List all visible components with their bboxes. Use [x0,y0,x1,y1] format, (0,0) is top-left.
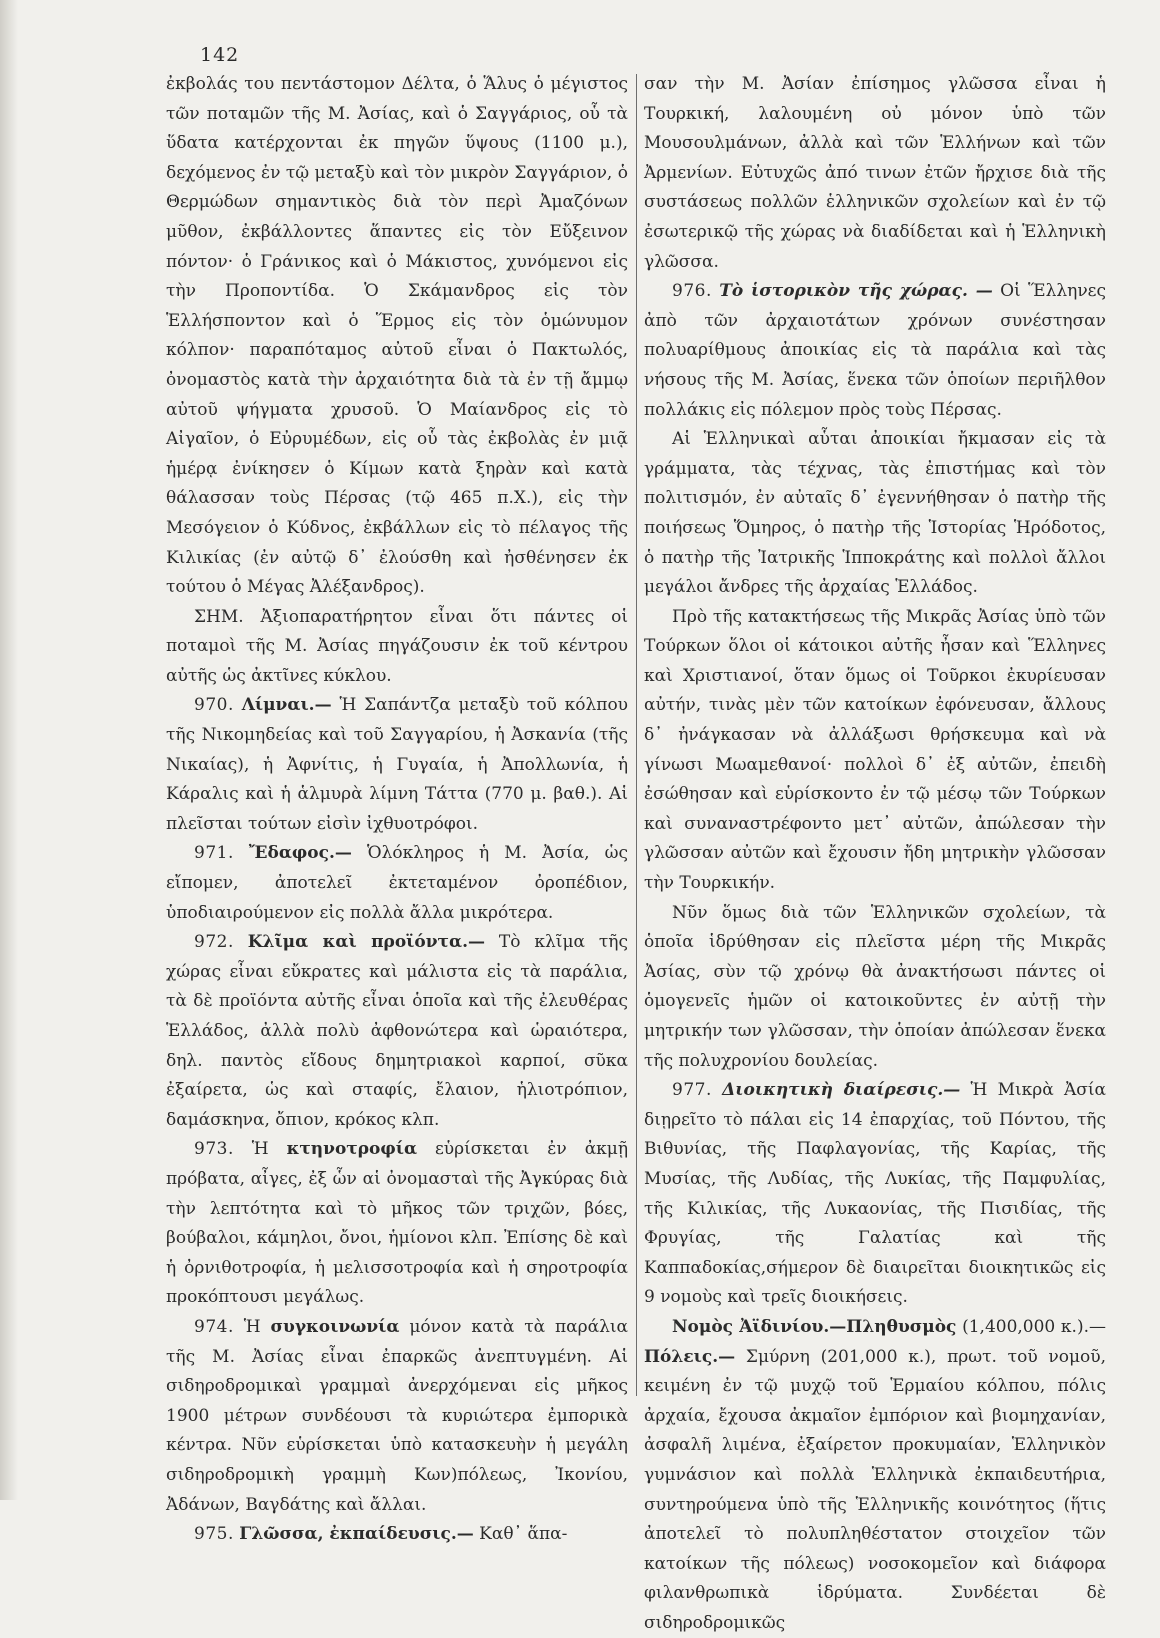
section-title: Λίμναι.— [241,695,332,716]
subsection-body: Σμύρνη (201,000 κ.), πρωτ. τοῦ νομοῦ, κειμένη ἐν τῷ μυχῷ τοῦ Ἑρμαίου κόλπου, πόλις ἀρχαία, ἔχουσα ἀκμαῖον ἐμπόριον καὶ βιομηχανίαν, ἀσφαλῆ λιμένα, ἐξαίρετον προκυμαίαν, Ἑλληνικὸν γυμνάσιον καὶ πολλὰ Ἑλληνικὰ ἐκπαιδευτήρια, συντηρούμενα ὑπὸ τῆς Ἑλληνικῆς κοινότητος (ἥτις ἀποτελεῖ τὸ πολυπληθέστατον στοιχεῖον τῶν κατοίκων τῆς πόλεως) νοσοκομεῖον καὶ διάφορα φιλανθρωπικὰ ἱδρύματα. Συνδέεται δὲ σιδηροδρομικῶς [644,1346,1107,1633]
section-number: 970. [194,695,234,716]
section-title: Τὸ ἱστορικὸν τῆς χώρας. — [719,281,993,302]
paragraph-colonies: Αἱ Ἑλληνικαὶ αὗται ἀποικίαι ἤκμασαν εἰς τὰ γράμματα, τὰς τέχνας, τὰς ἐπιστήμας καὶ τὸν πολιτισμόν, ἐν αὐταῖς δ᾽ ἐγεννήθησαν ὁ πατὴρ τῆς ποιήσεως Ὅμηρος, ὁ πατὴρ τῆς Ἱστορίας Ἡρόδοτος, ὁ πατὴρ τῆς Ἰατρικῆς Ἱπποκράτης καὶ πολλοὶ ἄλλοι μεγάλοι ἄνδρες τῆς ἀρχαίας Ἑλλάδος. [644,429,1106,598]
section-971 [166,839,628,928]
section-972 [166,928,628,1135]
section-body: Τὸ κλῖμα τῆς χώρας εἶναι εὔκρατες καὶ μάλιστα εἰς τὰ παράλια, τὰ δὲ προϊόντα αὐτῆς εἶναι ὁποῖα καὶ τῆς ἐλευθέρας Ἑλλάδος, ἀλλὰ πολὺ ἀφθονώτερα καὶ ὡραιότερα, δηλ. παντὸς εἴδους δημητριακοὶ καρποί, σῦκα ἐξαίρετα, ὡς καὶ σταφίς, ἔλαιον, ἡλιοτρόπιον, δαμάσκηνα, ὄπιον, κρόκος κλπ. [166,932,628,1130]
subsection-aidin [644,1313,1106,1638]
section-body: Ὁλόκληρος ἡ Μ. Ἀσία, ὡς εἴπομεν, ἀποτελεῖ ἐκτεταμένον ὀροπέδιον, ὑποδιαιρούμενον εἰς πολλὰ ἄλλα μικρότερα. [166,843,628,923]
section-number: 974. [194,1316,234,1337]
subsection-title: Νομὸς Ἀϊδινίου.—Πληθυσμὸς [672,1316,957,1337]
section-body: Οἱ Ἕλληνες ἀπὸ τῶν ἀρχαιοτάτων χρόνων συνέστησαν πολυαρίθμους ἀποικίας εἰς τὰ παράλια καὶ τὰς νήσους τῆς Μ. Ἀσίας, ἕνεκα τῶν ὁποίων περιῆλθον πολλάκις εἰς πόλεμον πρὸς τοὺς Πέρσας. [644,281,1106,420]
section-976 [644,277,1106,425]
paragraph-language: σαν τὴν Μ. Ἀσίαν ἐπίσημος γλῶσσα εἶναι ἡ Τουρκική, λαλουμένη οὐ μόνον ὑπὸ τῶν Μουσουλμάνων, ἀλλὰ καὶ τῶν Ἑλλήνων καὶ τῶν Ἀρμενίων. Εὐτυχῶς ἀπό τινων ἐτῶν ἤρχισε διὰ τῆς συστάσεως πολλῶν ἑλληνικῶν σχολείων καὶ ἐν τῷ ἐσωτερικῷ τῆς χώρας νὰ διαδίδεται καὶ ἡ Ἑλληνικὴ γλῶσσα. [644,74,1106,272]
section-975 [166,1520,628,1550]
section-term: κτηνοτροφία [286,1139,418,1160]
section-body: μόνον κατὰ τὰ παράλια τῆς Μ. Ἀσίας εἶναι ἐπαρκῶς ἀνεπτυγμένη. Αἱ σιδηροδρομικαὶ γραμμαὶ ἀνερχόμεναι εἰς μῆκος 1900 μέτρων συνδέουσι τὰ κυριώτερα ἐμπορικὰ κέντρα. Νῦν εὑρίσκεται ὑπὸ κατασκευὴν ἡ μεγάλη σιδηροδρομικὴ γραμμὴ Κων)πόλεως, Ἰκονίου, Ἀδάνων, Βαγδάτης καὶ ἄλλαι. [166,1316,629,1515]
page-edge-shadow [0,0,18,1500]
section-number: 971. [194,843,234,864]
section-body: εὑρίσκεται ἐν ἀκμῇ πρόβατα, αἶγες, ἐξ ὧν αἱ ὀνομασταὶ τῆς Ἀγκύρας διὰ τὴν λεπτότητα καὶ τὸ μῆκος τῶν τριχῶν, βόες, βούβαλοι, κάμηλοι, ὄνοι, ἡμίονοι κλπ. Ἐπίσης δὲ καὶ ἡ ὀρνιθοτροφία, ἡ μελισσοτροφία καὶ ἡ σηροτροφία προκόπτουσι μεγάλως. [166,1139,629,1308]
paragraph-rivers: ἐκβολάς του πεντάστομον Δέλτα, ὁ Ἅλυς ὁ μέγιστος τῶν ποταμῶν τῆς Μ. Ἀσίας, καὶ ὁ Σαγγάριος, οὗ τὰ ὕδατα κατέρχονται ἐκ πηγῶν ὕψους (1100 μ.), δεχόμενος ἐν τῷ μεταξὺ καὶ τὸν μικρὸν Σαγγάριον, ὁ Θερμώδων σημαντικὸς διὰ τὸν περὶ Ἀμαζόνων μῦθον, ἐκβάλλοντες ἅπαντες εἰς τὸν Εὔξεινον πόντον· ὁ Γράνικος καὶ ὁ Μάκιστος, χυνόμενοι εἰς τὴν Προποντίδα. Ὁ Σκάμανδρος εἰς τὸν Ἑλλήσποντον καὶ ὁ Ἕρμος εἰς τὸν ὁμώνυμον κόλπον· παραπόταμος αὐτοῦ εἶναι ὁ Πακτωλός, ὀνομαστὸς κατὰ τὴν ἀρχαιότητα διὰ τὰ ἐν τῇ ἄμμῳ αὐτοῦ ψήγματα χρυσοῦ. Ὁ Μαίανδρος εἰς τὸ Αἰγαῖον, ὁ Εὐρυμέδων, εἰς οὗ τὰς ἐκβολὰς ἐν μιᾷ ἡμέρᾳ ἐνίκησεν ὁ Κίμων κατὰ ξηρὰν καὶ κατὰ θάλασσαν τοὺς Πέρσας (τῷ 465 π.Χ.), εἰς τὴν Μεσόγειον ὁ Κύδνος, ἐκβάλλων εἰς τὸ πέλαγος τῆς Κιλικίας (ἐν αὐτῷ δ᾽ ἐλούσθη καὶ ἠσθένησεν ἐκ τούτου ὁ Μέγας Ἀλέξανδρος). [166,74,628,598]
section-pre: Ἡ [243,1316,261,1337]
section-pre: Ἡ [251,1139,269,1160]
subsection-title-cities: Πόλεις.— [644,1346,736,1367]
paragraph-conquest: Πρὸ τῆς κατακτήσεως τῆς Μικρᾶς Ἀσίας ὑπὸ τῶν Τούρκων ὅλοι οἱ κάτοικοι αὐτῆς ἦσαν καὶ Ἕλληνες καὶ Χριστιανοί, ὅταν ὅμως οἱ Τοῦρκοι ἐκυρίευσαν αὐτήν, τινὰς μὲν τῶν κατοίκων ἐφόνευσαν, ἄλλους δ᾽ ἠνάγκασαν νὰ ἀλλάξωσι θρήσκευμα καὶ νὰ γίνωσι Μωαμεθανοί· πολλοὶ δ᾽ ἐξ αὐτῶν, ἐπειδὴ ἐσώθησαν καὶ εὑρίσκοντο ἐν τῷ μέσῳ τῶν Τούρκων καὶ συναναστρέφοντο μετ᾽ αὐτῶν, ἀπώλεσαν τὴν γλῶσσαν αὐτῶν καὶ ἔχουσιν ἤδη μητρικὴν γλῶσσαν τὴν Τουρκικήν. [644,606,1106,894]
column-divider [636,74,637,1396]
section-body: Καθ᾽ ἅπα- [479,1524,568,1545]
paragraph-note: ΣΗΜ. Ἀξιοπαρατήρητον εἶναι ὅτι πάντες οἱ ποταμοὶ τῆς Μ. Ἀσίας πηγάζουσιν ἐκ τοῦ κέντρου αὐτῆς ὡς ἀκτῖνες κύκλου. [166,606,628,686]
section-body: Ἡ Μικρὰ Ἀσία διῃρεῖτο τὸ πάλαι εἰς 14 ἐπαρχίας, τοῦ Πόντου, τῆς Βιθυνίας, τῆς Παφλαγονίας, τῆς Καρίας, τῆς Μυσίας, τῆς Λυδίας, τῆς Λυκίας, τῆς Παμφυλίας, τῆς Κιλικίας, τῆς Λυκαονίας, τῆς Πισιδίας, τῆς Φρυγίας, τῆς Γαλατίας καὶ τῆς Καππαδοκίας,σήμερον δὲ διαιρεῖται διοικητικῶς εἰς 9 νομοὺς καὶ τρεῖς διοικήσεις. [644,1080,1106,1308]
section-977 [644,1076,1106,1313]
section-973 [166,1135,628,1313]
section-number: 972. [194,932,234,953]
section-974 [166,1313,628,1520]
section-title: Ἔδαφος.— [248,843,352,864]
section-term: συγκοινωνία [270,1316,400,1337]
section-970 [166,691,628,839]
paragraph-schools: Νῦν ὅμως διὰ τῶν Ἑλληνικῶν σχολείων, τὰ ὁποῖα ἱδρύθησαν εἰς πλεῖστα μέρη τῆς Μικρᾶς Ἀσίας, σὺν τῷ χρόνῳ θὰ ἀνακτήσωσι πάντες οἱ ὁμογενεῖς ἡμῶν οἱ κατοικοῦντες ἐν αὐτῇ τὴν μητρικήν των γλῶσσαν, τὴν ὁποίαν ἀπώλεσαν ἕνεκα τῆς πολυχρονίου δουλείας. [644,902,1106,1071]
section-title: Διοικητικὴ διαίρεσις.— [722,1080,961,1101]
section-title: Κλῖμα καὶ προϊόντα.— [247,932,485,953]
section-number: 975. [194,1524,234,1545]
section-number: 973. [194,1139,234,1160]
subsection-population: (1,400,000 κ.).— [962,1316,1106,1337]
section-body: Ἡ Σαπάντζα μεταξὺ τοῦ κόλπου τῆς Νικομηδείας καὶ τοῦ Σαγγαρίου, ἡ Ἀσκανία (τῆς Νικαίας), ἡ Ἀφνίτις, ἡ Γυγαία, ἡ Ἀπολλωνία, ἡ Κάραλις καὶ ἡ ἁλμυρὰ λίμνη Τάττα (770 μ. βαθ.). Αἱ πλεῖσται τούτων εἰσὶν ἰχθυοτρόφοι. [166,695,629,834]
left-column [166,70,628,1550]
section-number: 977. [672,1080,712,1101]
page-number: 142 [200,44,240,66]
section-number: 976. [672,281,712,302]
section-title: Γλῶσσα, ἐκπαίδευσις.— [239,1524,474,1545]
right-column [644,70,1106,1638]
